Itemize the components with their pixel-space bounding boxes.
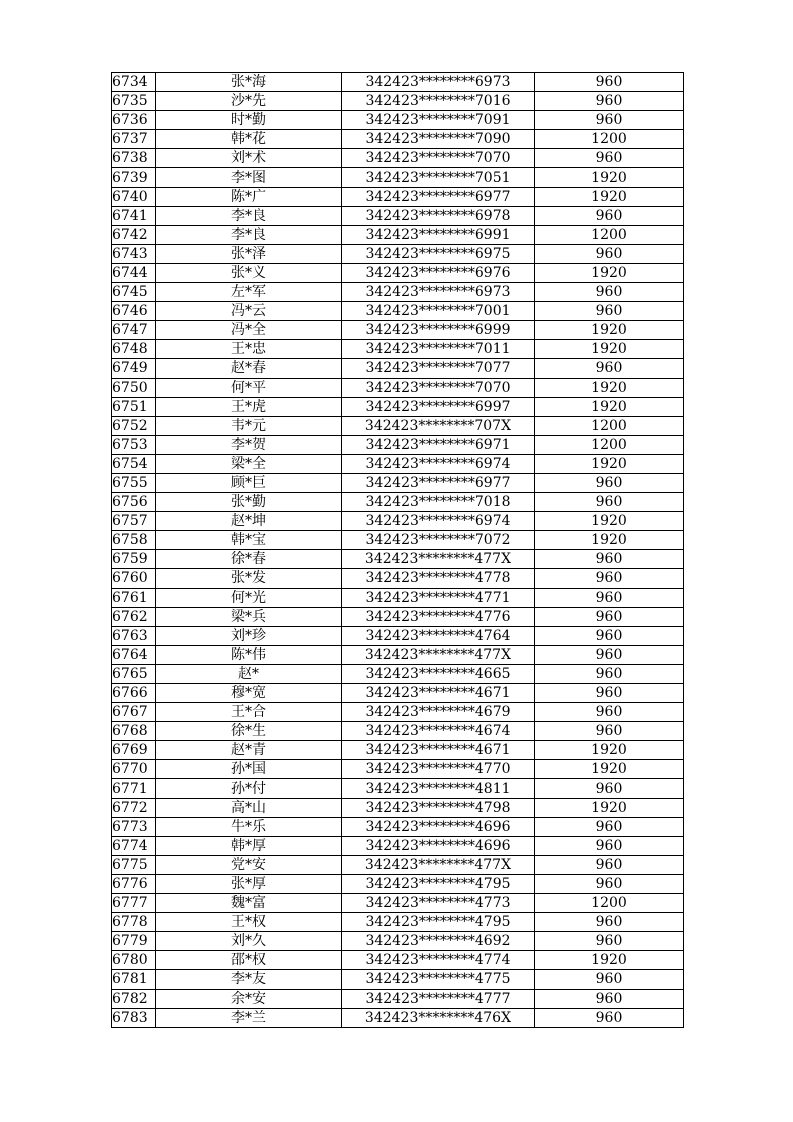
table-row bbox=[112, 244, 684, 263]
table-row bbox=[112, 569, 684, 588]
roster-table bbox=[111, 72, 684, 1028]
id-number-cell: 342423********4764 bbox=[342, 626, 535, 645]
name-cell: 赵*坤 bbox=[156, 512, 342, 531]
id-number-cell: 342423********4795 bbox=[342, 913, 535, 932]
id-number-cell: 342423********6971 bbox=[342, 435, 535, 454]
amount-cell: 1920 bbox=[535, 741, 684, 760]
table-row bbox=[112, 416, 684, 435]
id-number-cell: 342423********7016 bbox=[342, 92, 535, 111]
row-number-cell: 6780 bbox=[112, 951, 156, 970]
table-row bbox=[112, 111, 684, 130]
table-row bbox=[112, 874, 684, 893]
row-number-cell: 6763 bbox=[112, 626, 156, 645]
name-cell: 党*安 bbox=[156, 855, 342, 874]
row-number-cell: 6753 bbox=[112, 435, 156, 454]
row-number-cell: 6744 bbox=[112, 263, 156, 282]
row-number-cell: 6747 bbox=[112, 321, 156, 340]
name-cell: 邵*权 bbox=[156, 951, 342, 970]
name-cell: 李*图 bbox=[156, 168, 342, 187]
table-row bbox=[112, 187, 684, 206]
amount-cell: 1920 bbox=[535, 512, 684, 531]
row-number-cell: 6765 bbox=[112, 664, 156, 683]
id-number-cell: 342423********4770 bbox=[342, 760, 535, 779]
name-cell: 韩*宝 bbox=[156, 531, 342, 550]
amount-cell: 960 bbox=[535, 473, 684, 492]
name-cell: 刘*珍 bbox=[156, 626, 342, 645]
amount-cell: 960 bbox=[535, 932, 684, 951]
name-cell: 韦*元 bbox=[156, 416, 342, 435]
amount-cell: 960 bbox=[535, 855, 684, 874]
row-number-cell: 6739 bbox=[112, 168, 156, 187]
id-number-cell: 342423********4798 bbox=[342, 798, 535, 817]
table-row bbox=[112, 493, 684, 512]
amount-cell: 960 bbox=[535, 703, 684, 722]
id-number-cell: 342423********7070 bbox=[342, 149, 535, 168]
row-number-cell: 6781 bbox=[112, 970, 156, 989]
name-cell: 赵*青 bbox=[156, 741, 342, 760]
amount-cell: 960 bbox=[535, 913, 684, 932]
amount-cell: 1920 bbox=[535, 531, 684, 550]
name-cell: 李*友 bbox=[156, 970, 342, 989]
id-number-cell: 342423********4696 bbox=[342, 836, 535, 855]
table-row bbox=[112, 951, 684, 970]
id-number-cell: 342423********6973 bbox=[342, 73, 535, 92]
name-cell: 牛*乐 bbox=[156, 817, 342, 836]
name-cell: 冯*云 bbox=[156, 302, 342, 321]
row-number-cell: 6783 bbox=[112, 1008, 156, 1027]
amount-cell: 960 bbox=[535, 989, 684, 1008]
name-cell: 张*厚 bbox=[156, 874, 342, 893]
table-row bbox=[112, 512, 684, 531]
table-row bbox=[112, 894, 684, 913]
row-number-cell: 6776 bbox=[112, 874, 156, 893]
name-cell: 孙*付 bbox=[156, 779, 342, 798]
name-cell: 李*良 bbox=[156, 206, 342, 225]
table-row bbox=[112, 283, 684, 302]
table-row bbox=[112, 855, 684, 874]
id-number-cell: 342423********4671 bbox=[342, 741, 535, 760]
row-number-cell: 6768 bbox=[112, 722, 156, 741]
id-number-cell: 342423********4679 bbox=[342, 703, 535, 722]
amount-cell: 960 bbox=[535, 359, 684, 378]
name-cell: 李*兰 bbox=[156, 1008, 342, 1027]
table-row bbox=[112, 73, 684, 92]
name-cell: 魏*富 bbox=[156, 894, 342, 913]
id-number-cell: 342423********7077 bbox=[342, 359, 535, 378]
id-number-cell: 342423********6991 bbox=[342, 225, 535, 244]
name-cell: 张*泽 bbox=[156, 244, 342, 263]
name-cell: 何*光 bbox=[156, 588, 342, 607]
name-cell: 冯*全 bbox=[156, 321, 342, 340]
name-cell: 梁*全 bbox=[156, 454, 342, 473]
row-number-cell: 6769 bbox=[112, 741, 156, 760]
row-number-cell: 6750 bbox=[112, 378, 156, 397]
row-number-cell: 6777 bbox=[112, 894, 156, 913]
amount-cell: 960 bbox=[535, 817, 684, 836]
row-number-cell: 6774 bbox=[112, 836, 156, 855]
row-number-cell: 6761 bbox=[112, 588, 156, 607]
row-number-cell: 6752 bbox=[112, 416, 156, 435]
id-number-cell: 342423********7051 bbox=[342, 168, 535, 187]
id-number-cell: 342423********477X bbox=[342, 855, 535, 874]
id-number-cell: 342423********6977 bbox=[342, 187, 535, 206]
row-number-cell: 6746 bbox=[112, 302, 156, 321]
table-row bbox=[112, 817, 684, 836]
id-number-cell: 342423********477X bbox=[342, 645, 535, 664]
table-row bbox=[112, 92, 684, 111]
amount-cell: 960 bbox=[535, 684, 684, 703]
row-number-cell: 6748 bbox=[112, 340, 156, 359]
id-number-cell: 342423********7018 bbox=[342, 493, 535, 512]
name-cell: 时*勤 bbox=[156, 111, 342, 130]
row-number-cell: 6734 bbox=[112, 73, 156, 92]
id-number-cell: 342423********707X bbox=[342, 416, 535, 435]
row-number-cell: 6755 bbox=[112, 473, 156, 492]
id-number-cell: 342423********4774 bbox=[342, 951, 535, 970]
amount-cell: 960 bbox=[535, 970, 684, 989]
table-row bbox=[112, 531, 684, 550]
id-number-cell: 342423********477X bbox=[342, 550, 535, 569]
amount-cell: 1920 bbox=[535, 168, 684, 187]
id-number-cell: 342423********4692 bbox=[342, 932, 535, 951]
name-cell: 孙*国 bbox=[156, 760, 342, 779]
id-number-cell: 342423********7091 bbox=[342, 111, 535, 130]
row-number-cell: 6735 bbox=[112, 92, 156, 111]
row-number-cell: 6742 bbox=[112, 225, 156, 244]
amount-cell: 960 bbox=[535, 206, 684, 225]
amount-cell: 1920 bbox=[535, 187, 684, 206]
row-number-cell: 6771 bbox=[112, 779, 156, 798]
name-cell: 王*忠 bbox=[156, 340, 342, 359]
table-row bbox=[112, 970, 684, 989]
id-number-cell: 342423********4771 bbox=[342, 588, 535, 607]
id-number-cell: 342423********4671 bbox=[342, 684, 535, 703]
amount-cell: 1920 bbox=[535, 340, 684, 359]
amount-cell: 1920 bbox=[535, 321, 684, 340]
id-number-cell: 342423********7070 bbox=[342, 378, 535, 397]
table-row bbox=[112, 473, 684, 492]
amount-cell: 960 bbox=[535, 874, 684, 893]
name-cell: 李*贺 bbox=[156, 435, 342, 454]
name-cell: 余*安 bbox=[156, 989, 342, 1008]
row-number-cell: 6757 bbox=[112, 512, 156, 531]
table-row bbox=[112, 760, 684, 779]
id-number-cell: 342423********7072 bbox=[342, 531, 535, 550]
id-number-cell: 342423********6973 bbox=[342, 283, 535, 302]
amount-cell: 960 bbox=[535, 722, 684, 741]
id-number-cell: 342423********4696 bbox=[342, 817, 535, 836]
name-cell: 徐*生 bbox=[156, 722, 342, 741]
row-number-cell: 6737 bbox=[112, 130, 156, 149]
amount-cell: 960 bbox=[535, 149, 684, 168]
amount-cell: 960 bbox=[535, 550, 684, 569]
amount-cell: 960 bbox=[535, 664, 684, 683]
row-number-cell: 6782 bbox=[112, 989, 156, 1008]
row-number-cell: 6759 bbox=[112, 550, 156, 569]
table-row bbox=[112, 588, 684, 607]
row-number-cell: 6758 bbox=[112, 531, 156, 550]
table-row bbox=[112, 798, 684, 817]
row-number-cell: 6767 bbox=[112, 703, 156, 722]
amount-cell: 960 bbox=[535, 626, 684, 645]
table-row bbox=[112, 378, 684, 397]
table-row bbox=[112, 130, 684, 149]
id-number-cell: 342423********4775 bbox=[342, 970, 535, 989]
id-number-cell: 342423********4811 bbox=[342, 779, 535, 798]
table-row bbox=[112, 722, 684, 741]
amount-cell: 960 bbox=[535, 111, 684, 130]
id-number-cell: 342423********7090 bbox=[342, 130, 535, 149]
roster-table-body bbox=[112, 73, 684, 1028]
amount-cell: 1200 bbox=[535, 435, 684, 454]
name-cell: 刘*术 bbox=[156, 149, 342, 168]
id-number-cell: 342423********6977 bbox=[342, 473, 535, 492]
table-row bbox=[112, 550, 684, 569]
amount-cell: 1200 bbox=[535, 416, 684, 435]
row-number-cell: 6741 bbox=[112, 206, 156, 225]
row-number-cell: 6775 bbox=[112, 855, 156, 874]
name-cell: 赵* bbox=[156, 664, 342, 683]
amount-cell: 960 bbox=[535, 645, 684, 664]
table-row bbox=[112, 836, 684, 855]
row-number-cell: 6764 bbox=[112, 645, 156, 664]
table-row bbox=[112, 206, 684, 225]
name-cell: 梁*兵 bbox=[156, 607, 342, 626]
name-cell: 左*军 bbox=[156, 283, 342, 302]
table-row bbox=[112, 989, 684, 1008]
name-cell: 韩*花 bbox=[156, 130, 342, 149]
amount-cell: 960 bbox=[535, 493, 684, 512]
amount-cell: 1200 bbox=[535, 225, 684, 244]
name-cell: 顾*巨 bbox=[156, 473, 342, 492]
row-number-cell: 6756 bbox=[112, 493, 156, 512]
amount-cell: 960 bbox=[535, 607, 684, 626]
row-number-cell: 6751 bbox=[112, 397, 156, 416]
id-number-cell: 342423********6978 bbox=[342, 206, 535, 225]
id-number-cell: 342423********6974 bbox=[342, 454, 535, 473]
table-row bbox=[112, 168, 684, 187]
id-number-cell: 342423********6997 bbox=[342, 397, 535, 416]
table-row bbox=[112, 340, 684, 359]
name-cell: 高*山 bbox=[156, 798, 342, 817]
row-number-cell: 6762 bbox=[112, 607, 156, 626]
row-number-cell: 6766 bbox=[112, 684, 156, 703]
table-row bbox=[112, 932, 684, 951]
table-row bbox=[112, 913, 684, 932]
table-row bbox=[112, 703, 684, 722]
table-row bbox=[112, 454, 684, 473]
row-number-cell: 6778 bbox=[112, 913, 156, 932]
table-row bbox=[112, 1008, 684, 1027]
amount-cell: 960 bbox=[535, 588, 684, 607]
amount-cell: 1920 bbox=[535, 454, 684, 473]
id-number-cell: 342423********4777 bbox=[342, 989, 535, 1008]
row-number-cell: 6760 bbox=[112, 569, 156, 588]
table-row bbox=[112, 664, 684, 683]
id-number-cell: 342423********476X bbox=[342, 1008, 535, 1027]
table-row bbox=[112, 779, 684, 798]
row-number-cell: 6772 bbox=[112, 798, 156, 817]
id-number-cell: 342423********6974 bbox=[342, 512, 535, 531]
table-row bbox=[112, 321, 684, 340]
amount-cell: 960 bbox=[535, 244, 684, 263]
name-cell: 张*勤 bbox=[156, 493, 342, 512]
name-cell: 张*海 bbox=[156, 73, 342, 92]
id-number-cell: 342423********4674 bbox=[342, 722, 535, 741]
amount-cell: 960 bbox=[535, 283, 684, 302]
amount-cell: 960 bbox=[535, 569, 684, 588]
name-cell: 陈*伟 bbox=[156, 645, 342, 664]
table-row bbox=[112, 359, 684, 378]
name-cell: 李*良 bbox=[156, 225, 342, 244]
amount-cell: 1920 bbox=[535, 760, 684, 779]
amount-cell: 960 bbox=[535, 92, 684, 111]
table-row bbox=[112, 741, 684, 760]
amount-cell: 1920 bbox=[535, 798, 684, 817]
name-cell: 王*合 bbox=[156, 703, 342, 722]
name-cell: 张*义 bbox=[156, 263, 342, 282]
row-number-cell: 6749 bbox=[112, 359, 156, 378]
row-number-cell: 6773 bbox=[112, 817, 156, 836]
name-cell: 徐*春 bbox=[156, 550, 342, 569]
table-row bbox=[112, 607, 684, 626]
amount-cell: 1200 bbox=[535, 130, 684, 149]
amount-cell: 1920 bbox=[535, 951, 684, 970]
name-cell: 张*发 bbox=[156, 569, 342, 588]
amount-cell: 1920 bbox=[535, 397, 684, 416]
amount-cell: 960 bbox=[535, 302, 684, 321]
name-cell: 陈*广 bbox=[156, 187, 342, 206]
table-row bbox=[112, 149, 684, 168]
table-row bbox=[112, 397, 684, 416]
id-number-cell: 342423********6975 bbox=[342, 244, 535, 263]
row-number-cell: 6743 bbox=[112, 244, 156, 263]
amount-cell: 960 bbox=[535, 779, 684, 798]
id-number-cell: 342423********4773 bbox=[342, 894, 535, 913]
name-cell: 穆*宽 bbox=[156, 684, 342, 703]
id-number-cell: 342423********6976 bbox=[342, 263, 535, 282]
table-row bbox=[112, 302, 684, 321]
amount-cell: 960 bbox=[535, 836, 684, 855]
id-number-cell: 342423********7001 bbox=[342, 302, 535, 321]
table-row bbox=[112, 435, 684, 454]
amount-cell: 960 bbox=[535, 1008, 684, 1027]
name-cell: 何*平 bbox=[156, 378, 342, 397]
table-row bbox=[112, 225, 684, 244]
row-number-cell: 6738 bbox=[112, 149, 156, 168]
row-number-cell: 6779 bbox=[112, 932, 156, 951]
amount-cell: 1920 bbox=[535, 378, 684, 397]
id-number-cell: 342423********4795 bbox=[342, 874, 535, 893]
name-cell: 韩*厚 bbox=[156, 836, 342, 855]
name-cell: 赵*春 bbox=[156, 359, 342, 378]
name-cell: 沙*先 bbox=[156, 92, 342, 111]
id-number-cell: 342423********6999 bbox=[342, 321, 535, 340]
id-number-cell: 342423********4778 bbox=[342, 569, 535, 588]
table-row bbox=[112, 263, 684, 282]
table-row bbox=[112, 684, 684, 703]
row-number-cell: 6770 bbox=[112, 760, 156, 779]
row-number-cell: 6754 bbox=[112, 454, 156, 473]
roster-sheet bbox=[111, 72, 684, 1028]
name-cell: 刘*久 bbox=[156, 932, 342, 951]
row-number-cell: 6740 bbox=[112, 187, 156, 206]
name-cell: 王*权 bbox=[156, 913, 342, 932]
row-number-cell: 6736 bbox=[112, 111, 156, 130]
amount-cell: 1920 bbox=[535, 263, 684, 282]
amount-cell: 960 bbox=[535, 73, 684, 92]
name-cell: 王*虎 bbox=[156, 397, 342, 416]
amount-cell: 1200 bbox=[535, 894, 684, 913]
id-number-cell: 342423********7011 bbox=[342, 340, 535, 359]
table-row bbox=[112, 645, 684, 664]
id-number-cell: 342423********4665 bbox=[342, 664, 535, 683]
row-number-cell: 6745 bbox=[112, 283, 156, 302]
table-row bbox=[112, 626, 684, 645]
id-number-cell: 342423********4776 bbox=[342, 607, 535, 626]
